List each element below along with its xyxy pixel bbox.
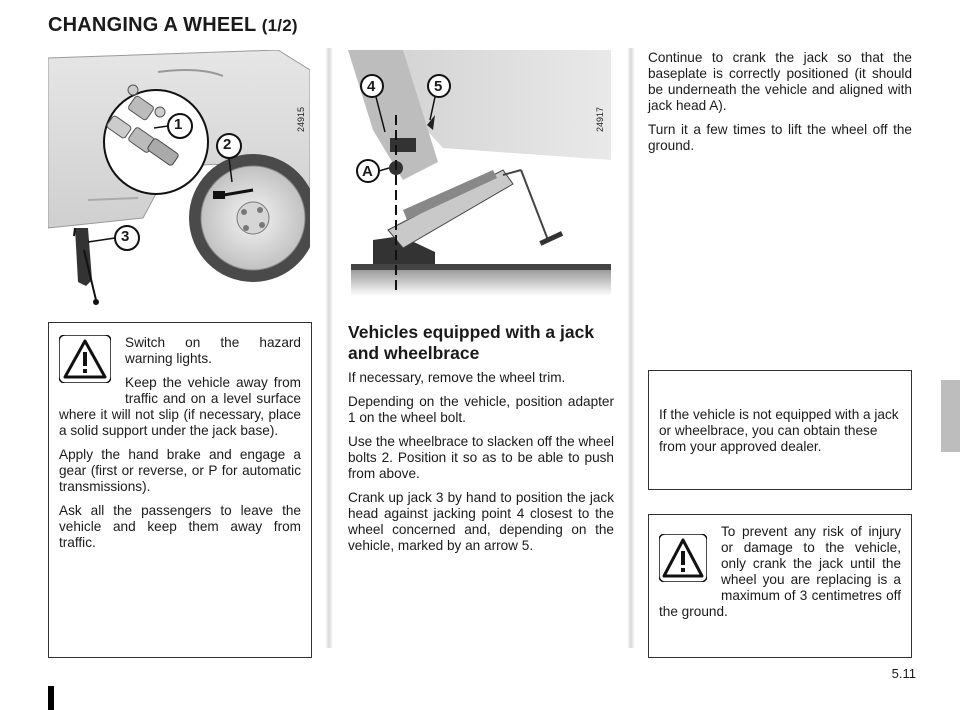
page-title-text: CHANGING A WHEEL: [48, 14, 257, 36]
warning-paragraph: Keep the vehicle away from traffic and on a level surface where it will not slip (if necessary, place a solid support under the jack base).: [59, 375, 301, 438]
figure-jack: [343, 50, 611, 300]
warning-paragraph: Apply the hand brake and engage a gear (first or reverse, or P for automatic transmissions).: [59, 447, 301, 494]
right-paragraph: Turn it a few times to lift the wheel off the ground.: [648, 122, 912, 153]
page-number: 5.11: [891, 666, 916, 681]
page-title: [48, 14, 298, 37]
figure-reference-number: 24917: [595, 106, 605, 132]
figure-reference-number: 24915: [296, 106, 306, 132]
figure-label-4: 4: [367, 78, 376, 95]
warning-text: To prevent any risk of injury or damage to the vehicle, only crank the jack until the wheel you are replacing is a maximum of 3 centimetres off the ground.: [659, 524, 901, 619]
figure-label-a: A: [362, 163, 373, 180]
warning-paragraph: Switch on the hazard warning lights.: [125, 335, 301, 366]
figure-label-3: 3: [121, 228, 130, 245]
column-separator: [325, 48, 333, 648]
corner-mark: [48, 686, 54, 710]
warning-box-right: [648, 514, 912, 658]
wheel-tools-illustration: [48, 50, 310, 312]
info-box-text: If the vehicle is not equipped with a jack or wheelbrace, you can obtain these from your approved dealer.: [659, 407, 899, 454]
column-separator: [627, 48, 635, 648]
page-title-part: (1/2): [261, 16, 298, 35]
chapter-tab: [941, 380, 960, 452]
section-body: [348, 370, 614, 562]
section-paragraph: Depending on the vehicle, position adapter 1 on the wheel bolt.: [348, 394, 614, 425]
warning-box-left: [48, 322, 312, 658]
info-box: [648, 370, 912, 490]
jack-illustration: [343, 50, 611, 300]
figure-wheel-tools: [48, 50, 310, 312]
warning-triangle-icon: [659, 534, 707, 587]
section-heading: Vehicles equipped with a jack and wheelbrace: [348, 322, 595, 363]
figure-label-1: 1: [174, 116, 183, 133]
section-paragraph: Crank up jack 3 by hand to position the jack head against jacking point 4 closest to the wheel concerned and, depending on the vehicle, marked by an arrow 5.: [348, 490, 614, 553]
figure-label-2: 2: [223, 136, 232, 153]
section-paragraph: If necessary, remove the wheel trim.: [348, 370, 566, 385]
right-paragraph: Continue to crank the jack so that the baseplate is correctly positioned (it should be underneath the vehicle and aligned with jack head A).: [648, 50, 912, 113]
section-paragraph: Use the wheelbrace to slacken off the wheel bolts 2. Position it so as to be able to push from above.: [348, 434, 614, 481]
warning-triangle-icon: [59, 335, 111, 388]
figure-label-5: 5: [434, 78, 443, 95]
right-column-body: [648, 50, 912, 162]
warning-paragraph: Ask all the passengers to leave the vehicle and keep them away from traffic.: [59, 503, 301, 550]
